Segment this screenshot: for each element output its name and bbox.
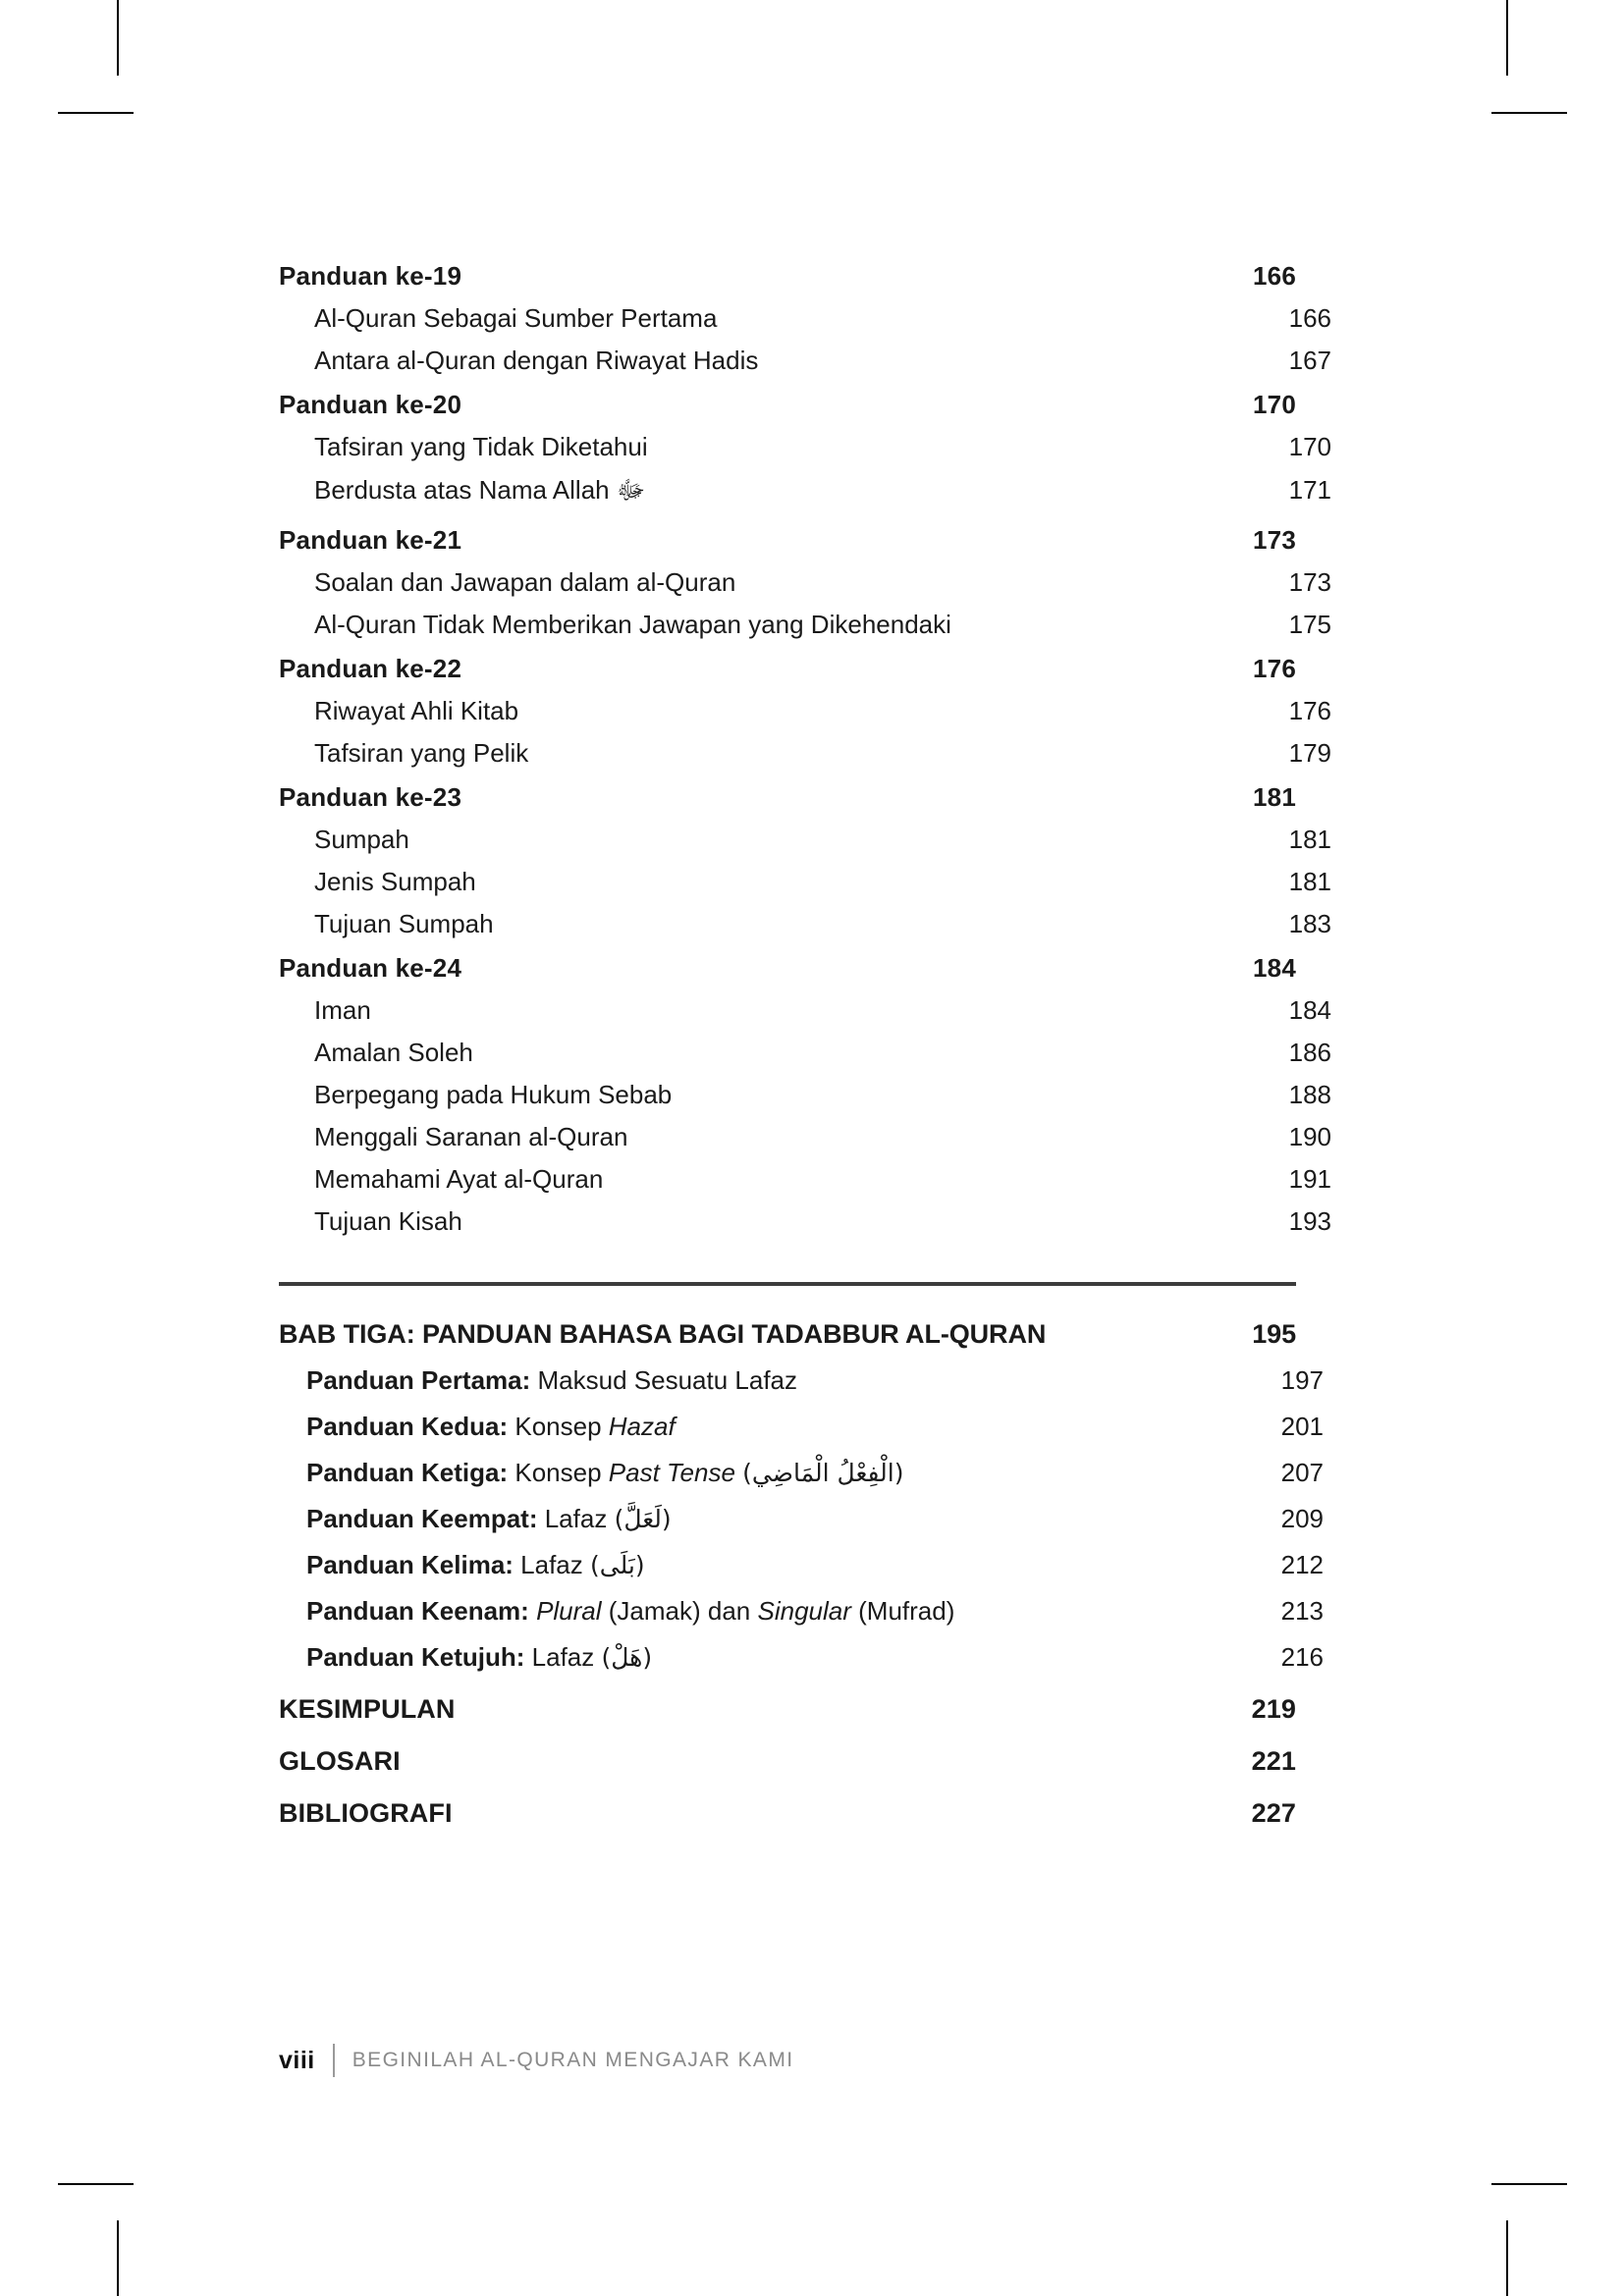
toc-entry-label: Al-Quran Sebagai Sumber Pertama [314, 303, 718, 333]
crop-mark-top-right-vertical [1506, 0, 1508, 76]
toc-entry-label: Memahami Ayat al-Quran [314, 1164, 604, 1194]
chapter-entry-lead: Panduan Keempat: [306, 1504, 538, 1533]
toc-entry-row [279, 1206, 1331, 1237]
chapter-entry-text: (Jamak) dan [601, 1596, 758, 1626]
guide-page-number: 166 [1253, 261, 1296, 291]
chapter-entry-page-number: 201 [1280, 1412, 1324, 1441]
toc-entry-label: Amalan Soleh [314, 1038, 473, 1067]
back-matter-label: KESIMPULAN [279, 1694, 456, 1724]
toc-entry-label: Tujuan Sumpah [314, 909, 494, 938]
guide-title: Panduan ke-22 [279, 654, 462, 683]
guide-list [279, 261, 1331, 1237]
chapter-entry-label [306, 1596, 954, 1627]
toc-entry-row [279, 995, 1331, 1026]
toc-entry-row [279, 738, 1331, 769]
crop-mark-top-left-vertical [117, 0, 119, 76]
chapter-entry-arabic: (هَلْ) [601, 1643, 653, 1672]
toc-entry-row [279, 346, 1331, 376]
chapter-entry-arabic: (الْفِعْلُ الْمَاضِي) [742, 1459, 904, 1487]
toc-entry-row [279, 825, 1331, 855]
chapter-entry-label [306, 1504, 672, 1534]
toc-entry-page-number: 191 [1288, 1164, 1331, 1194]
toc-entry-label: Riwayat Ahli Kitab [314, 696, 519, 725]
toc-entry-page-number: 183 [1288, 909, 1331, 938]
toc-entry-page-number: 171 [1288, 475, 1331, 505]
toc-entry-row [279, 432, 1331, 462]
chapter-entry-text: Lafaz [524, 1642, 602, 1672]
crop-mark-bottom-right-horizontal [1491, 2183, 1567, 2185]
toc-entry-label: Tujuan Kisah [314, 1206, 462, 1236]
guide-page-number: 173 [1253, 525, 1296, 555]
toc-entry-label: Tafsiran yang Tidak Diketahui [314, 432, 648, 461]
toc-entry-page-number: 179 [1288, 738, 1331, 768]
chapter-entry-row [279, 1412, 1324, 1442]
toc-entry-label: Antara al-Quran dengan Riwayat Hadis [314, 346, 759, 375]
chapter-page-number: 195 [1252, 1319, 1296, 1349]
toc-entry-page-number: 166 [1288, 303, 1331, 333]
guide-page-number: 176 [1253, 654, 1296, 683]
chapter-entry-page-number: 207 [1280, 1458, 1324, 1487]
chapter-entry-lead: Panduan Ketiga: [306, 1458, 509, 1487]
chapter-entry-italic: Singular [757, 1596, 851, 1626]
chapter-entry-row [279, 1504, 1324, 1534]
back-matter-page-number: 221 [1251, 1746, 1296, 1776]
guide-title: Panduan ke-24 [279, 953, 462, 983]
chapter-entry-lead: Panduan Kelima: [306, 1550, 514, 1579]
crop-mark-bottom-left-vertical [117, 2220, 119, 2296]
footer-divider [333, 2044, 335, 2077]
toc-entry-page-number: 175 [1288, 610, 1331, 639]
guide-heading-row [279, 390, 1296, 420]
crop-mark-bottom-right-vertical [1506, 2220, 1508, 2296]
chapter-entry-arabic: (لَعَلَّ) [614, 1505, 672, 1533]
chapter-entry-row [279, 1642, 1324, 1673]
toc-entry-page-number: 186 [1288, 1038, 1331, 1067]
toc-entry-page-number: 190 [1288, 1122, 1331, 1151]
chapter-entry-lead: Panduan Ketujuh: [306, 1642, 525, 1672]
toc-entry-label: Al-Quran Tidak Memberikan Jawapan yang Dikehendaki [314, 610, 951, 639]
chapter-entry-lead: Panduan Kedua: [306, 1412, 509, 1441]
back-matter-page-number: 219 [1251, 1694, 1296, 1724]
guide-page-number: 184 [1253, 953, 1296, 983]
crop-mark-bottom-left-horizontal [58, 2183, 134, 2185]
toc-entry-row [279, 696, 1331, 726]
chapter-entry-lead: Panduan Keenam: [306, 1596, 529, 1626]
chapter-entry-page-number: 216 [1280, 1642, 1324, 1672]
toc-entry-row [279, 909, 1331, 939]
toc-entry-page-number: 173 [1288, 567, 1331, 597]
chapter-entry-page-number: 197 [1280, 1365, 1324, 1395]
chapter-entry-label [306, 1412, 676, 1442]
toc-entry-page-number: 181 [1288, 825, 1331, 854]
toc-entry-page-number: 188 [1288, 1080, 1331, 1109]
toc-entry-page-number: 170 [1288, 432, 1331, 461]
toc-entry-row [279, 1164, 1331, 1195]
chapter-entry-list [279, 1365, 1324, 1673]
crop-mark-top-left-horizontal [58, 112, 134, 114]
chapter-entry-row [279, 1458, 1324, 1488]
chapter-entry-page-number: 209 [1280, 1504, 1324, 1533]
back-matter-label: GLOSARI [279, 1746, 401, 1776]
back-matter-label: BIBLIOGRAFI [279, 1798, 453, 1828]
toc-entry-label: Berdusta atas Nama Allah ﷻ [314, 475, 646, 505]
toc-entry-row [279, 1038, 1331, 1068]
toc-entry-page-number: 181 [1288, 867, 1331, 896]
guide-page-number: 170 [1253, 390, 1296, 419]
chapter-entry-row [279, 1596, 1324, 1627]
chapter-entry-text: (Mufrad) [850, 1596, 955, 1626]
back-matter-list [279, 1694, 1296, 1829]
guide-heading-row [279, 654, 1296, 684]
toc-entry-label: Soalan dan Jawapan dalam al-Quran [314, 567, 736, 597]
guide-heading-row [279, 782, 1296, 813]
toc-entry-label: Sumpah [314, 825, 409, 854]
toc-entry-page-number: 167 [1288, 346, 1331, 375]
guide-heading-row [279, 525, 1296, 556]
chapter-entry-row [279, 1550, 1324, 1580]
chapter-entry-text [529, 1596, 536, 1626]
chapter-entry-label [306, 1550, 645, 1580]
toc-entry-label: Iman [314, 995, 371, 1025]
guide-heading-row [279, 953, 1296, 984]
toc-entry-row [279, 1080, 1331, 1110]
folio-number: viii [279, 2046, 315, 2074]
toc-entry-row [279, 610, 1331, 640]
toc-entry-row [279, 303, 1331, 334]
guide-page-number: 181 [1253, 782, 1296, 812]
chapter-entry-text: Konsep [508, 1458, 609, 1487]
chapter-title: BAB TIGA: PANDUAN BAHASA BAGI TADABBUR AL-QURAN [279, 1319, 1047, 1349]
chapter-entry-italic: Past Tense [608, 1458, 735, 1487]
chapter-entry-label [306, 1365, 797, 1396]
chapter-heading-row [279, 1319, 1296, 1350]
toc-entry-row [279, 474, 1331, 511]
running-head: BEGINILAH AL-QURAN MENGAJAR KAMI [352, 2049, 794, 2071]
chapter-entry-italic: Plural [536, 1596, 602, 1626]
toc-entry-label: Menggali Saranan al-Quran [314, 1122, 628, 1151]
chapter-entry-label [306, 1458, 904, 1488]
toc-entry-row [279, 1122, 1331, 1152]
toc-entry-row [279, 567, 1331, 598]
chapter-entry-text: Lafaz [537, 1504, 615, 1533]
chapter-entry-text: Konsep [508, 1412, 609, 1441]
toc-entry-page-number: 176 [1288, 696, 1331, 725]
toc-entry-label: Jenis Sumpah [314, 867, 476, 896]
chapter-entry-label [306, 1642, 652, 1673]
chapter-entry-text: Maksud Sesuatu Lafaz [530, 1365, 798, 1395]
back-matter-row [279, 1694, 1296, 1725]
chapter-entry-text: Lafaz [513, 1550, 590, 1579]
guide-title: Panduan ke-19 [279, 261, 462, 291]
toc-entry-row [279, 867, 1331, 897]
chapter-entry-arabic: (بَلَى) [590, 1551, 645, 1579]
table-of-contents [279, 247, 1331, 1829]
section-divider [279, 1282, 1296, 1286]
chapter-entry-page-number: 213 [1280, 1596, 1324, 1626]
back-matter-row [279, 1746, 1296, 1777]
toc-entry-page-number: 193 [1288, 1206, 1331, 1236]
crop-mark-top-right-horizontal [1491, 112, 1567, 114]
guide-title: Panduan ke-20 [279, 390, 462, 419]
toc-entry-label: Tafsiran yang Pelik [314, 738, 529, 768]
chapter-entry-row [279, 1365, 1324, 1396]
back-matter-page-number: 227 [1251, 1798, 1296, 1828]
chapter-entry-lead: Panduan Pertama: [306, 1365, 531, 1395]
chapter-entry-italic: Hazaf [608, 1412, 676, 1441]
back-matter-row [279, 1798, 1296, 1829]
guide-title: Panduan ke-23 [279, 782, 462, 812]
guide-heading-row [279, 261, 1296, 292]
toc-entry-label: Berpegang pada Hukum Sebab [314, 1080, 673, 1109]
guide-title: Panduan ke-21 [279, 525, 462, 555]
toc-entry-page-number: 184 [1288, 995, 1331, 1025]
chapter-entry-page-number: 212 [1280, 1550, 1324, 1579]
page-footer [279, 2044, 793, 2077]
